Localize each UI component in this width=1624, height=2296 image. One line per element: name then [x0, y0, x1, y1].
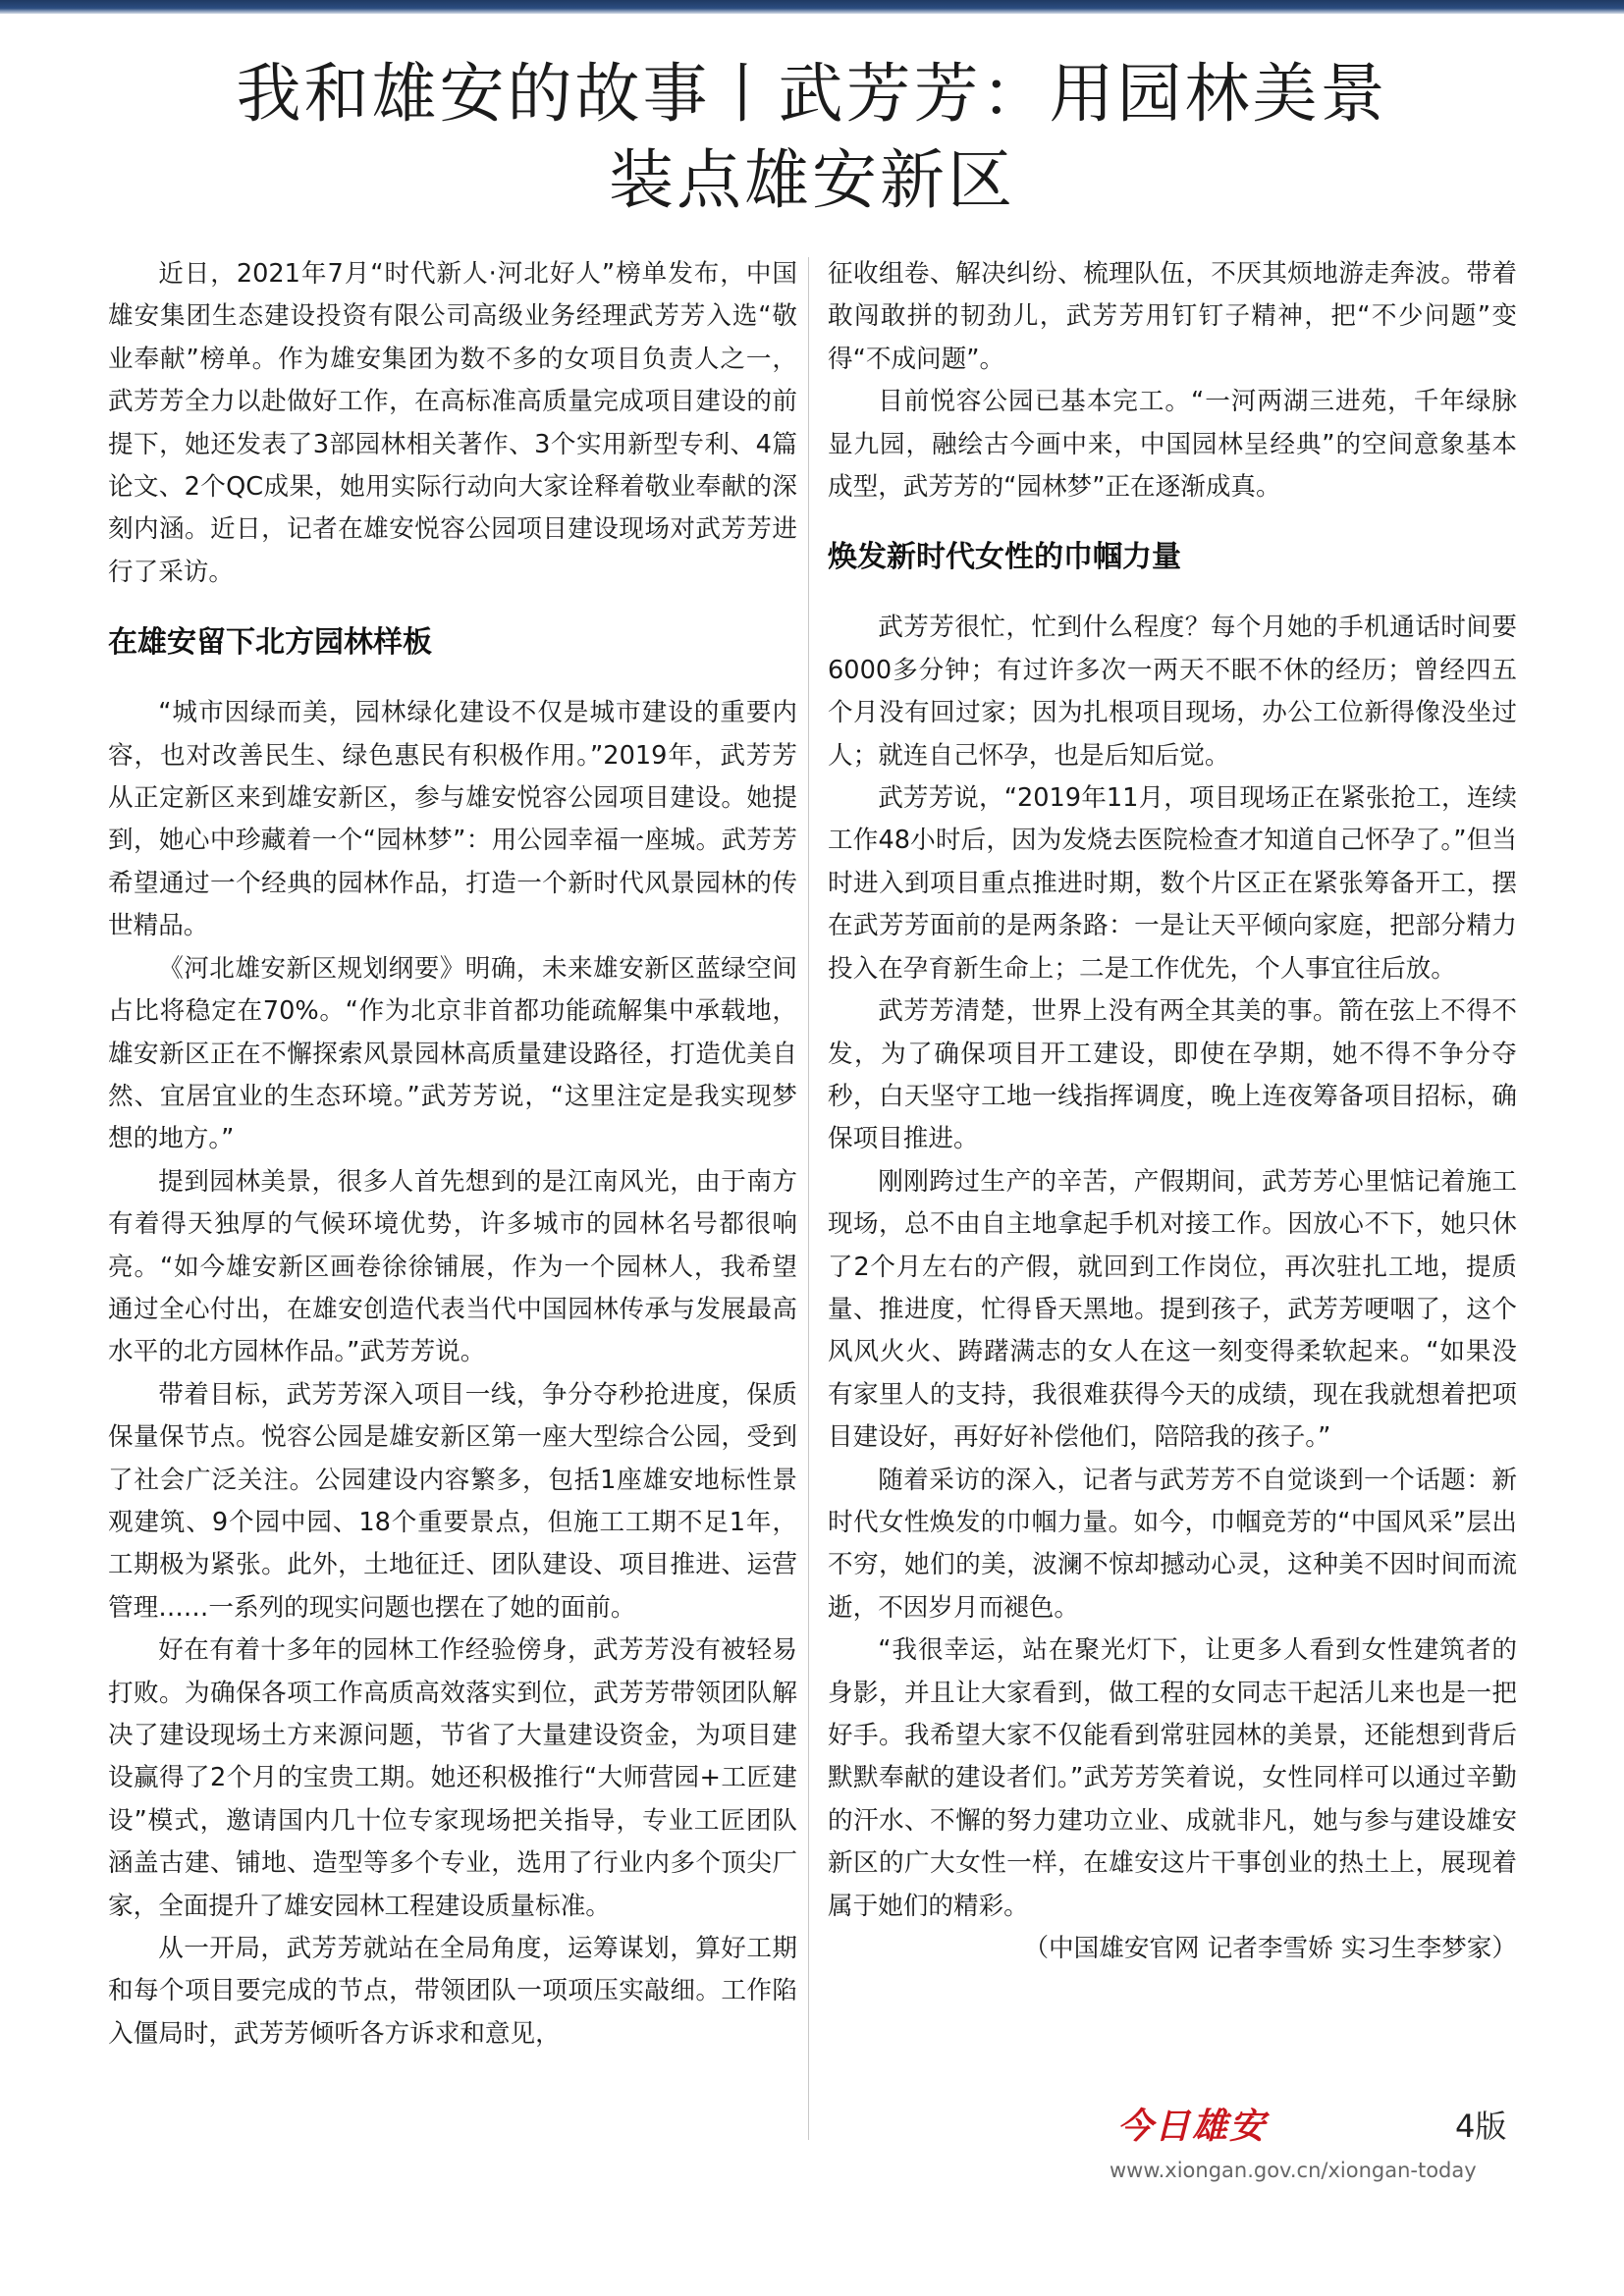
title-line-1: 我和雄安的故事丨武芳芳：用园林美景 — [236, 56, 1388, 132]
body-paragraph: 随着采访的深入，记者与武芳芳不自觉谈到一个话题：新时代女性焕发的巾帼力量。如今，巾帼竞芳的“中国风采”层出不穷，她们的美，波澜不惊却撼动心灵，这种美不因时间而流逝，不因岁月而褪色。 — [828, 1465, 1517, 1623]
body-paragraph: 《河北雄安新区规划纲要》明确，未来雄安新区蓝绿空间占比将稳定在70%。“作为北京非首都功能疏解集中承载地，雄安新区正在不懈探索风景园林高质量建设路径，打造优美自然、宜居宜业的生态环境。”武芳芳说，“这里注定是我实现梦想的地方。” — [108, 953, 797, 1154]
intro-paragraph: 近日，2021年7月“时代新人·河北好人”榜单发布，中国雄安集团生态建设投资有限公司高级业务经理武芳芳入选“敬业奉献”榜单。作为雄安集团为数不多的女项目负责人之一，武芳芳全力以赴做好工作，在高标准高质量完成项目建设的前提下，她还发表了3部园林相关著作、3个实用新型专利、4篇论文、2个QC成果，她用实际行动向大家诠释着敬业奉献的深刻内涵。近日，记者在雄安悦容公园项目建设现场对武芳芳进行了采访。 — [108, 259, 797, 587]
body-paragraph: 带着目标，武芳芳深入项目一线，争分夺秒抢进度，保质保量保节点。悦容公园是雄安新区第一座大型综合公园，受到了社会广泛关注。公园建设内容繁多，包括1座雄安地标性景观建筑、9个园中园、18个重要景点，但施工工期不足1年，工期极为紧张。此外，土地征迁、团队建设、项目推进、运营管理……一系列的现实问题也摆在了她的面前。 — [108, 1379, 797, 1623]
footer-url: www.xiongan.gov.cn/xiongan-today — [1110, 2159, 1477, 2182]
body-paragraph: 刚刚跨过生产的辛苦，产假期间，武芳芳心里惦记着施工现场，总不由自主地拿起手机对接工作。因放心不下，她只休了2个月左右的产假，就回到工作岗位，再次驻扎工地，提质量、推进度，忙得昏天黑地。提到孩子，武芳芳哽咽了，这个风风火火、踌躇满志的女人在这一刻变得柔软起来。“如果没有家里人的支持，我很难获得今天的成绩，现在我就想着把项目建设好，再好好补偿他们，陪陪我的孩子。” — [828, 1166, 1517, 1453]
body-paragraph: “我很幸运，站在聚光灯下，让更多人看到女性建筑者的身影，并且让大家看到，做工程的女同志干起活儿来也是一把好手。我希望大家不仅能看到常驻园林的美景，还能想到背后默默奉献的建设者们。”武芳芳笑着说，女性同样可以通过辛勤的汗水、不懈的努力建功立业、成就非凡，她与参与建设雄安新区的广大女性一样，在雄安这片干事创业的热土上，展现着属于她们的精彩。 — [828, 1635, 1517, 1921]
left-column — [108, 253, 797, 2177]
section-heading-2: 焕发新时代女性的巾帼力量 — [828, 540, 1181, 575]
right-column — [828, 253, 1517, 2177]
top-color-bar — [0, 0, 1624, 14]
body-paragraph: 好在有着十多年的园林工作经验傍身，武芳芳没有被轻易打败。为确保各项工作高质高效落实到位，武芳芳带领团队解决了建设现场土方来源问题，节省了大量建设资金，为项目建设赢得了2个月的宝贵工期。她还积极推行“大师营园+工匠建设”模式，邀请国内几十位专家现场把关指导，专业工匠团队涵盖古建、铺地、造型等多个专业，选用了行业内多个顶尖厂家，全面提升了雄安园林工程建设质量标准。 — [108, 1635, 797, 1921]
article-credit: （中国雄安官网 记者李雪娇 实习生李梦家） — [1023, 1934, 1517, 1964]
body-paragraph: 武芳芳清楚，世界上没有两全其美的事。箭在弦上不得不发，为了确保项目开工建设，即使在孕期，她不得不争分夺秒，白天坚守工地一线指挥调度，晚上连夜筹备项目招标，确保项目推进。 — [828, 996, 1517, 1154]
article-title — [0, 51, 1624, 224]
publication-logo: 今日雄安 — [1117, 2106, 1268, 2147]
column-divider — [808, 257, 809, 2140]
body-paragraph: 从一开局，武芳芳就站在全局角度，运筹谋划，算好工期和每个项目要完成的节点，带领团队一项项压实敲细。工作陷入僵局时，武芳芳倾听各方诉求和意见， — [108, 1934, 797, 2049]
title-line-2: 装点雄安新区 — [609, 142, 1015, 218]
body-paragraph: 目前悦容公园已基本完工。“一河两湖三进苑，千年绿脉显九园，融绘古今画中来，中国园林呈经典”的空间意象基本成型，武芳芳的“园林梦”正在逐渐成真。 — [828, 387, 1517, 503]
body-paragraph: “城市因绿而美，园林绿化建设不仅是城市建设的重要内容，也对改善民生、绿色惠民有积极作用。”2019年，武芳芳从正定新区来到雄安新区，参与雄安悦容公园项目建设。她提到，她心中珍藏着一个“园林梦”：用公园幸福一座城。武芳芳希望通过一个经典的园林作品，打造一个新时代风景园林的传世精品。 — [108, 698, 797, 941]
section-heading-1: 在雄安留下北方园林样板 — [108, 625, 432, 661]
page-number: 4版 — [1455, 2108, 1507, 2145]
body-paragraph-continued: 征收组卷、解决纠纷、梳理队伍，不厌其烦地游走奔波。带着敢闯敢拼的韧劲儿，武芳芳用钉钉子精神，把“不少问题”变得“不成问题”。 — [828, 259, 1517, 374]
body-paragraph: 武芳芳很忙，忙到什么程度？每个月她的手机通话时间要6000多分钟；有过许多次一两天不眠不休的经历；曾经四五个月没有回过家；因为扎根项目现场，办公工位新得像没坐过人；就连自己怀孕，也是后知后觉。 — [828, 613, 1517, 771]
body-paragraph: 武芳芳说，“2019年11月，项目现场正在紧张抢工，连续工作48小时后，因为发烧去医院检查才知道自己怀孕了。”但当时进入到项目重点推进时期，数个片区正在紧张筹备开工，摆在武芳芳面前的是两条路：一是让天平倾向家庭，把部分精力投入在孕育新生命上；二是工作优先，个人事宜往后放。 — [828, 783, 1517, 984]
body-paragraph: 提到园林美景，很多人首先想到的是江南风光，由于南方有着得天独厚的气候环境优势，许多城市的园林名号都很响亮。“如今雄安新区画卷徐徐铺展，作为一个园林人，我希望通过全心付出，在雄安创造代表当代中国园林传承与发展最高水平的北方园林作品。”武芳芳说。 — [108, 1166, 797, 1367]
